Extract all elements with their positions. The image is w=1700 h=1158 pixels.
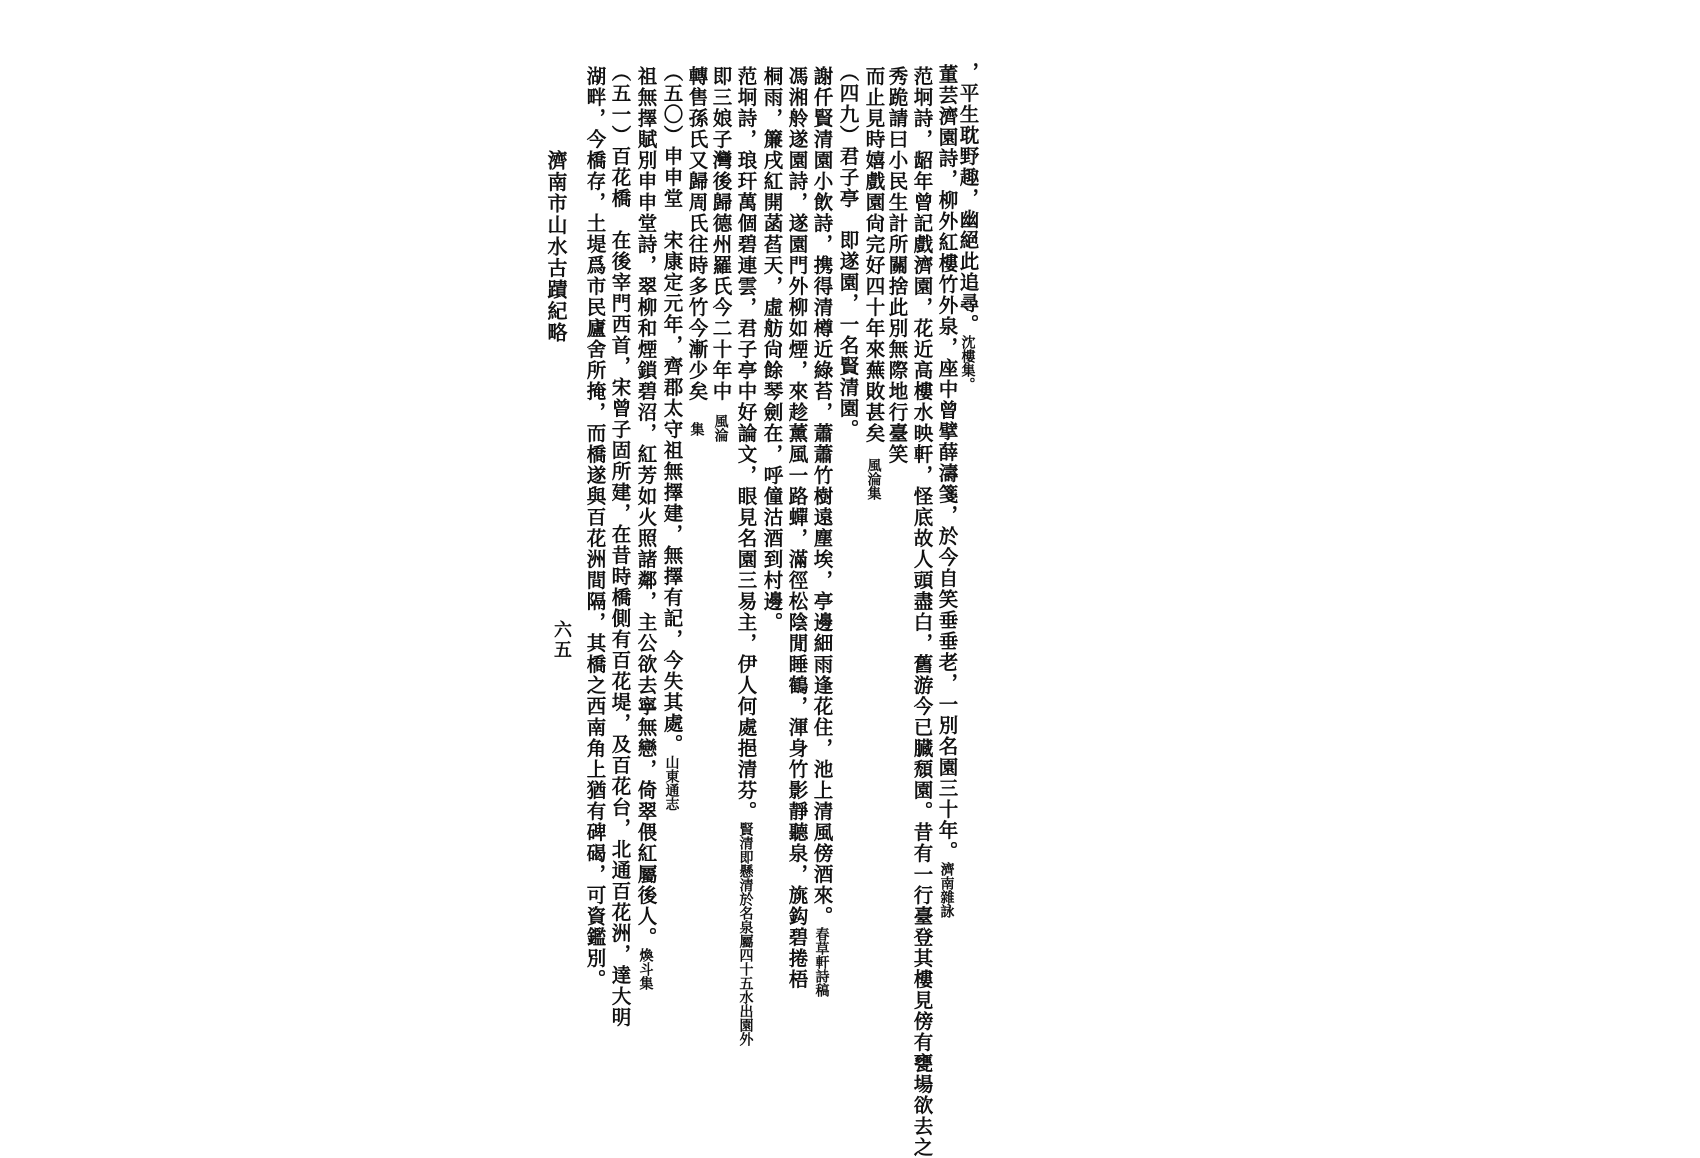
column-note: 沈樓集。: [959, 335, 976, 391]
text-column-13: [662, 62, 682, 811]
column-main-text: 轉售孫氏又歸周氏往時多竹今漸少矣: [685, 66, 709, 402]
column-main-text: 董芸濟園詩，柳外紅樓竹外泉，座中曾擘薛濤箋，於今自笑垂垂老，一別名園三十年。: [935, 64, 959, 862]
text-column-5: [864, 66, 884, 500]
column-main-text: 桐雨，簾戌紅開菡萏天，虛舫尙餘琴劍在，呼僮沽酒到村邊。: [760, 66, 784, 633]
text-column-7: [812, 66, 832, 997]
text-column-2: [937, 64, 957, 918]
text-column-10: [736, 66, 756, 1046]
column-main-text: 秀跪請曰小民生計所關捨此別無際地行臺笑: [885, 66, 909, 465]
text-column-12: [687, 66, 707, 436]
column-note: 風淪: [712, 414, 729, 442]
column-note: 春草軒詩稿: [813, 927, 830, 997]
column-note: 賢清即懸清於名泉屬四十五水出園外: [737, 822, 754, 1046]
text-column-15: [610, 62, 630, 1028]
text-column-1: [958, 62, 978, 391]
column-main-text: 范坰詩，琅玕萬個碧連雲，君子亭中好論文，眼見名園三易主，伊人何處挹清芬。: [734, 66, 758, 822]
book-title: 濟南市山水古蹟紀略: [544, 150, 568, 344]
column-note: 煥斗集: [637, 948, 654, 990]
text-column-3: [912, 66, 932, 1158]
column-main-text: 謝仟賢清園小飲詩，携得清樽近綠苔，蕭蕭竹樹遠塵埃，亭邊細雨逢花住，池上清風傍酒來。: [810, 66, 834, 927]
column-main-text: 即三娘子灣後歸德州羅氏今二十年中: [709, 66, 733, 402]
text-column-14: [636, 66, 656, 990]
column-main-text: ，平生耽野趣，幽絕此追尋。: [956, 62, 980, 335]
column-main-text: 祖無擇賦別申申堂詩，翠柳和煙鎖碧沼，紅芳如火照諸鄰，主公欲去寧無戀，倚翠偎紅屬後人。: [634, 66, 658, 948]
column-main-text: 而止見時嬉戲園尙完好四十年來蕪敗甚矣: [862, 66, 886, 444]
entry-heading: （五一）百花橋 在後宰門西首，宋曾子固所建，在昔時橋側有百花堤，及百花台，北通百花洲，達大明: [608, 62, 632, 1028]
text-column-8: [787, 66, 807, 990]
column-main-text: 馮湘舲遂園詩，遂園門外柳如煙，來趁薰風一路蟬，滿徑松陰閒睡鶴，渾身竹影靜聽泉，旐鈎碧捲梧: [785, 66, 809, 990]
column-note: 濟南雜詠: [938, 862, 955, 918]
text-column-16: [585, 66, 605, 990]
column-main-text: 范坰詩，龆年曾記戲濟園，花近高樓水映軒，怪底故人頭盡白，舊游今已臓頹園。昔有一行臺登其樓見傍有甕場欲去之: [910, 66, 934, 1158]
text-column-11: [711, 66, 731, 442]
entry-heading: （五〇）申申堂 宋康定元年，齊郡太守祖無擇建，無擇有記，今失其處。: [660, 62, 684, 755]
text-column-6: [838, 62, 858, 440]
text-column-4: [887, 66, 907, 465]
page-number: 六五: [551, 620, 572, 660]
column-note: 山東通志: [663, 755, 680, 811]
column-note: 風淪集: [865, 458, 882, 500]
text-column-9: [762, 66, 782, 633]
column-main-text: 湖畔，今橋存，土堤爲市民廬舍所掩，而橋遂與百花洲間隔，其橋之西南角上猶有碑碣，可資鑑別。: [583, 66, 607, 990]
column-note: 集: [688, 422, 705, 436]
entry-heading: （四九）君子亭 即遂園，一名賢清園。: [836, 62, 860, 440]
